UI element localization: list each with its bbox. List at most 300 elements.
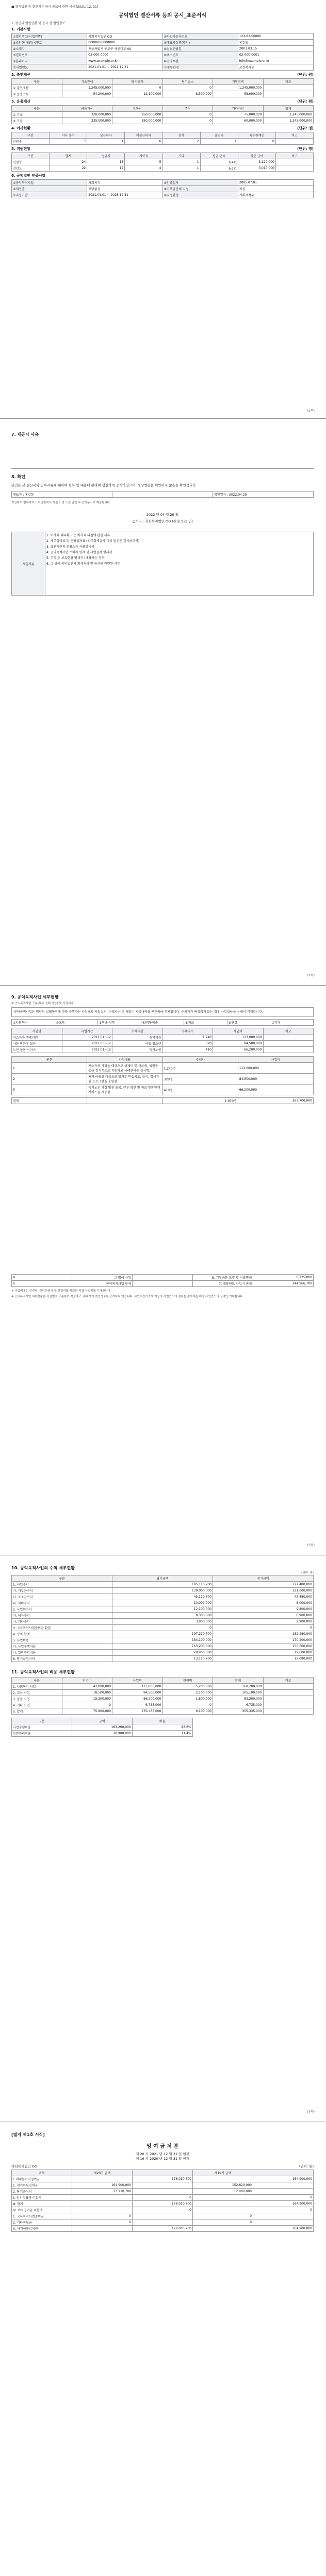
table-cell: 1. 고유목적사업준비금 <box>12 2213 72 2219</box>
table-row <box>12 40 314 46</box>
table-row <box>12 1275 314 1281</box>
part-9-note: ① 공익목적사업 구분(복수 선택 가능) 및 사업내용 <box>11 1002 74 1005</box>
table-cell: 3 <box>12 1084 87 1095</box>
column-header: 당기금액 <box>112 1575 213 1582</box>
column-header: 인건비 <box>62 1677 112 1684</box>
column-header: 부동산 <box>112 106 163 112</box>
table-cell: 410명 <box>162 1084 238 1095</box>
table-cell <box>263 85 314 91</box>
category-table <box>11 1019 314 1026</box>
table-cell: ⑩전자우편 <box>162 58 238 64</box>
page-number: (4쪽) <box>307 2110 315 2114</box>
table-cell <box>133 2213 193 2219</box>
table-cell: 저소득층 생계지원 <box>12 1035 62 1041</box>
table-cell: 서울특별시 종로구 세종대로 00 <box>87 46 162 52</box>
table-row <box>12 492 314 498</box>
table-cell: 113,000,000 <box>213 1035 264 1041</box>
table-cell: ④대표자성명(법인) <box>162 40 238 46</box>
column-header: 사업명 <box>12 1028 62 1035</box>
document-title: 공익법인 결산서류 등의 공시_표준서식 <box>118 13 206 19</box>
column-header: 특수관계인 <box>238 132 275 139</box>
table-cell: 172,480,000 <box>213 1582 314 1588</box>
column-header: 계약직 <box>125 153 162 159</box>
table-row <box>12 1656 314 1662</box>
table-cell: 그 밖에 사업 <box>72 1275 133 1281</box>
table-cell <box>87 1098 162 1104</box>
table-cell: 197,210,700 <box>112 1631 213 1637</box>
column-header: 수혜대상 <box>112 1028 163 1035</box>
part-11-title: 11. 공익목적사업의 비용 세부현황 <box>11 1670 75 1674</box>
column-header: 전기금액 <box>213 1575 314 1582</box>
part-8-title: 8. 확인 <box>11 474 25 479</box>
table-cell: 7. 해당연도 사업비 총계 <box>193 1281 253 1287</box>
table-cell <box>133 2219 193 2226</box>
part-9-footnote: ※ 사업비에는 인건비, 관리운영비 등 간접비를 제외한 직접 사업비를 기재합니다. <box>11 1290 111 1293</box>
table-cell: Ⅲ. 합계 <box>12 2201 72 2207</box>
table-cell: 저소득층 가정을 대상으로 생계비 및 식료품, 생필품 등을 정기적으로 지원하고 사례관리를 실시함. <box>87 1063 162 1074</box>
table-cell: 0 <box>62 1702 112 1708</box>
column-header: 비율 <box>132 1718 192 1724</box>
table-cell: 18,500,000 <box>62 1690 112 1696</box>
table-cell <box>133 1275 193 1281</box>
certification-table <box>11 179 314 198</box>
column-header: 비고 <box>263 1028 314 1035</box>
column-header: 합계 <box>50 153 87 159</box>
table-cell: 75,000,000 <box>213 112 264 118</box>
surplus-unit: (단위: 원) <box>299 2164 314 2168</box>
table-cell: ⑫주무관청 <box>162 64 238 71</box>
table-cell: 88.6% <box>132 1724 192 1731</box>
table-cell: 2001.03.15 <box>238 46 313 52</box>
column-header: 제19기 금액 <box>193 2170 253 2176</box>
operating-assets-table <box>11 105 314 124</box>
table-cell: 합계 <box>12 1098 87 1104</box>
table-cell: 2021.01.01 ~ 2021.12.31 <box>87 64 162 71</box>
table-cell <box>133 1281 193 1287</box>
table-cell: 0 <box>253 2207 314 2213</box>
table-cell: 0 <box>193 2219 253 2226</box>
table-cell: 1 <box>87 139 125 145</box>
program-detail-table <box>11 1056 314 1095</box>
table-header-row <box>12 1028 314 1035</box>
table-cell: 20,900,000 <box>72 1731 132 1737</box>
table-cell: 나. 보조금수익 <box>12 1594 112 1600</box>
table-cell: 182,280,000 <box>213 1631 314 1637</box>
table-row <box>12 1643 314 1650</box>
table-cell: 0 <box>72 2219 133 2226</box>
table-cell: 0 <box>162 112 213 118</box>
column-header: 비고 <box>275 132 313 139</box>
table-cell: ⑪사업연도 <box>12 64 87 71</box>
table-header-row <box>12 1677 314 1684</box>
table-header-row <box>12 153 314 159</box>
table-cell: 850,000,000 <box>112 112 163 118</box>
table-row <box>12 1708 314 1715</box>
table-cell: 130,000,000 <box>112 1588 213 1594</box>
table-cell: 105,100,000 <box>213 1690 264 1696</box>
date-line: 2022 년 04 월 29 일 <box>146 513 179 517</box>
directors-table <box>11 132 314 145</box>
table-row <box>12 1637 314 1643</box>
table-cell: 0 <box>162 1702 213 1708</box>
page-1 <box>0 0 326 417</box>
page-number: (1쪽) <box>307 409 315 413</box>
table-cell: 184,100,000 <box>112 1637 213 1643</box>
table-row <box>12 2207 314 2213</box>
table-cell: 000000-0000000 <box>87 40 162 46</box>
table-cell: 60,000,000 <box>213 118 264 124</box>
table-cell: 8,000,000 <box>213 1600 314 1606</box>
program-grid <box>11 1028 314 1053</box>
table-cell: Ⅳ. 이익잉여금 처분액 <box>12 2207 72 2213</box>
table-cell: 19,600,000 <box>213 1650 314 1656</box>
table-cell: 84,500,000 <box>213 1041 264 1047</box>
table-cell <box>263 1702 314 1708</box>
table-cell: 4 <box>125 165 162 172</box>
table-cell: 164,900,000 <box>253 2176 314 2182</box>
surplus-period-1: 제 20 기 2021 년 12 월 31 일 현재 <box>136 2152 189 2156</box>
table-row <box>12 2219 314 2226</box>
table-cell: 160,200,000 <box>213 1684 264 1690</box>
table-cell: 홍길동 <box>238 40 313 46</box>
table-cell: 1 <box>162 165 200 172</box>
table-cell: 지정 <box>238 186 313 192</box>
column-header: 구분 <box>12 132 50 139</box>
table-row <box>12 52 314 58</box>
table-cell: 152,820,000 <box>193 2182 253 2189</box>
attach-form-title: [별지 제1호 서식] <box>11 2132 45 2137</box>
table-cell: 123-82-00000 <box>238 33 313 40</box>
table-cell <box>133 2189 193 2195</box>
table-cell: 4 <box>12 1275 72 1281</box>
table-cell <box>263 1041 314 1047</box>
part-10-title: 10. 공익목적사업의 수익 세부현황 <box>11 1566 75 1570</box>
table-cell: 170,200,000 <box>213 1637 314 1643</box>
table-cell: 13,110,700 <box>72 2189 133 2195</box>
table-cell: 아동 방과후 교육 <box>12 1041 62 1047</box>
table-cell: ⑤의료 <box>184 1020 227 1026</box>
table-cell <box>263 1035 314 1041</box>
table-row <box>12 2176 314 2182</box>
page-5 <box>0 2125 326 2576</box>
table-row <box>12 1281 314 1287</box>
table-cell: 2,100,000 <box>162 1690 213 1696</box>
table-cell: ⑥지정관청 <box>162 192 238 198</box>
table-cell: 6 <box>12 1281 72 1287</box>
column-header: 기초잔액 <box>62 79 112 85</box>
column-header: 기타자산 <box>213 106 264 112</box>
surplus-company: 사회복지법인 OO <box>11 2164 37 2168</box>
column-header: 출연자 <box>200 132 238 139</box>
column-header: 상근이사 <box>87 132 125 139</box>
table-row <box>12 2189 314 2195</box>
table-row <box>12 1731 193 1737</box>
table-cell: Ⅱ. 임의적립금 이입액 <box>12 2195 72 2201</box>
table-cell <box>275 165 313 172</box>
part-9-title: 9. 공익목적사업 세부현황 <box>11 995 59 999</box>
table-cell: 3,800,000 <box>112 1619 213 1625</box>
table-cell <box>263 1047 314 1053</box>
confirm-text: 본인은 본 결산서와 첨부서류에 대하여 항목 및 내용에 관하여 성실하게 공시하였으며, 해당법령을 위반하지 않음을 확인합니다. <box>11 483 197 487</box>
table-row <box>12 85 314 91</box>
column-header: 비고 <box>263 1677 314 1684</box>
attachment-item: 4. 공익목적사업 수혜자 명세 및 사업실적 명세서 <box>46 551 112 554</box>
page-divider <box>0 985 326 986</box>
section-6-heading: 6. 공익법인 인증사항 <box>11 174 46 178</box>
confirm-note: 기입하여 첨부하여도 확인란에서 자필 서명 또는 날인 후 전자문서로 제출합니다. <box>11 501 111 504</box>
attachment-item: 3. 출연재산의 운용소득 사용명세서 <box>46 545 94 549</box>
table-cell: 6 <box>125 139 162 145</box>
table-header-row <box>12 132 314 139</box>
table-cell: 121,000,000 <box>213 1588 314 1594</box>
column-header: 사업비 <box>238 1057 313 1063</box>
table-cell: 178,010,700 <box>133 2201 193 2207</box>
table-cell: 1,240명 <box>162 1063 238 1074</box>
table-cell: 24 <box>50 159 87 165</box>
table-cell: 9,800,000 <box>213 1606 314 1613</box>
table-cell: 1. 전기이월잉여금 <box>12 2182 72 2189</box>
table-header-row <box>12 79 314 85</box>
part-9-paragraph: 공익목적사업은 법인의 설립목적에 따라 수행하는 사업으로 사업실적, 수혜자수 및 사업비 지출내역을 구분하여 기재합니다. 수혜자가 특정되지 않는 경우 사업내용을 상세히 기재합니다. <box>11 1007 314 1017</box>
table-cell: 1,245,000,000 <box>263 118 314 124</box>
table-cell: ③학술·장학 <box>98 1020 141 1026</box>
table-cell: 113,000,000 <box>238 1063 313 1074</box>
table-header-row <box>12 1057 314 1063</box>
table-cell: 인원수 <box>12 139 50 145</box>
table-cell: 1 <box>162 159 200 165</box>
table-cell: 0 <box>72 2213 133 2219</box>
column-header: 구분 <box>12 106 62 112</box>
table-row <box>12 139 314 145</box>
column-header: 주식 <box>162 106 213 112</box>
table-row <box>12 1588 314 1594</box>
table-cell: 전년도 <box>12 165 50 172</box>
page-divider <box>0 418 326 419</box>
table-cell: 사업수행비용 <box>12 1724 72 1731</box>
column-header: 수혜자 <box>162 1057 238 1063</box>
table-cell: 410 <box>162 1047 213 1053</box>
table-row <box>12 1084 314 1095</box>
table-cell: 164,900,000 <box>253 2201 314 2207</box>
table-cell: 나. 일반관리비용 <box>12 1650 112 1656</box>
top-note: ■ 공익법인 등 결산서류 공시 공표에 관한 서식 [2021. 12. 31] <box>11 5 99 9</box>
table-cell <box>193 2195 253 2201</box>
table-cell: 확인일자 : 2022.04.29 <box>213 492 314 498</box>
table-row <box>12 2195 314 2201</box>
page-2 <box>0 421 326 983</box>
column-header: 구분 <box>12 1718 72 1724</box>
table-cell: 3. 돌봄 사업 <box>12 1696 62 1702</box>
table-cell: 2. 기타적립금 <box>12 2219 72 2226</box>
table-row <box>12 1047 314 1053</box>
table-cell: 178,010,700 <box>133 2176 193 2182</box>
column-header: 당기증가 <box>112 79 163 85</box>
table-row <box>12 159 314 165</box>
table-cell: 164,900,000 <box>72 2182 133 2189</box>
table-cell: 독거노인 <box>112 1047 163 1053</box>
table-row <box>12 1020 314 1026</box>
table-cell: 5,200,000 <box>162 1684 213 1690</box>
table-cell <box>72 2226 133 2232</box>
table-cell: www.example.or.kr <box>87 58 162 64</box>
table-cell: ②인증일자 <box>162 180 238 186</box>
table-cell <box>263 1684 314 1690</box>
attachment-item: 6. 그 밖에 공익법인의 회계처리 및 공시에 관련된 서류 <box>46 562 120 566</box>
column-header: 평균 급여 <box>238 153 275 159</box>
table-cell: 6.4년 <box>200 159 238 165</box>
column-header: 합계 <box>213 1677 264 1684</box>
table-cell: ⑥환경 <box>227 1020 270 1026</box>
table-cell: Ⅴ. 차기이월잉여금 <box>12 2226 72 2232</box>
table-row <box>12 1619 314 1625</box>
table-cell: 850,000,000 <box>112 118 163 124</box>
table-row <box>12 118 314 124</box>
table-cell: 0 <box>133 2207 193 2213</box>
table-cell <box>253 2182 314 2189</box>
table-row <box>12 165 314 172</box>
signer-line: 공시자 : 사회복지법인 OO (서명 또는 인) <box>132 519 193 523</box>
table-cell: 1,800,000 <box>162 1696 213 1702</box>
section-1-heading: 1. 기본사항 <box>11 27 31 31</box>
table-cell: 5. 기부금품 모집 및 지출명세 <box>193 1275 253 1281</box>
table-row <box>12 1613 314 1619</box>
table-cell: ① 출연재산 <box>12 85 62 91</box>
attachment-item: 2. 재무상태표 및 운영성과표 (외부회계감사 대상 법인은 감사보고서) <box>46 539 140 543</box>
table-cell: 22 <box>50 165 87 172</box>
column-header <box>253 2170 314 2176</box>
table-cell: 사회복지법인 OO <box>87 33 162 40</box>
table-cell: 164,900,000 <box>253 2226 314 2232</box>
table-cell: ①공익목적사업 <box>12 180 87 186</box>
table-cell <box>263 1690 314 1696</box>
table-cell <box>253 2189 314 2195</box>
table-cell: 해당없음 <box>87 186 162 192</box>
table-cell: 10,000,000 <box>112 1600 213 1606</box>
table-cell: 58,000,000 <box>213 91 264 97</box>
table-cell: 2005.07.01 <box>238 180 313 186</box>
table-row <box>12 1606 314 1613</box>
column-header: 비고 <box>263 79 314 85</box>
part-7-body <box>11 437 314 469</box>
expense-ratio-table <box>11 1718 193 1737</box>
table-cell <box>263 1708 314 1715</box>
table-row <box>12 1041 314 1047</box>
table-cell: 320,000,000 <box>62 112 112 118</box>
column-header: 구분 <box>12 79 62 85</box>
table-cell: ⑥설립연월일 <box>162 46 238 52</box>
table-cell: 8,300,000 <box>162 91 213 97</box>
table-cell <box>193 2201 253 2207</box>
table-cell: 독거노인 가정 방문 돌봄, 안부 확인 및 의료기관 연계 서비스를 제공함. <box>87 1084 162 1095</box>
attachment-item: 5. 주식 등 보유현황 명세서 (해당하는 경우) <box>46 556 106 560</box>
table-cell: 4. 수익 합계 <box>12 1631 112 1637</box>
table-cell: 1,240 <box>162 1035 213 1041</box>
column-header: 합계 <box>263 106 314 112</box>
table-row <box>12 1582 314 1588</box>
table-cell: ⑧팩스번호 <box>162 52 238 58</box>
column-header: 사업비 <box>213 1028 264 1035</box>
table-cell: 0 <box>162 118 213 124</box>
table-cell: 84,500,000 <box>112 1690 163 1696</box>
table-row <box>12 186 314 192</box>
table-cell: 20,900,000 <box>112 1650 213 1656</box>
table-cell: 가. 기부금수익 <box>12 1588 112 1594</box>
column-header: 과목 <box>12 2170 72 2176</box>
table-cell: 244,966,700 <box>253 1281 314 1287</box>
page-4 <box>0 1558 326 2120</box>
table-cell: 2,900,000 <box>213 1619 314 1625</box>
table-cell: 취약계층 <box>112 1035 163 1041</box>
table-cell: 13,110,700 <box>112 1656 213 1662</box>
table-cell: 1. 사회복지 사업 <box>12 1684 62 1690</box>
table-cell: 66,200,000 <box>238 1084 313 1095</box>
table-cell <box>72 2207 133 2213</box>
table-cell: 2021.01~12 <box>62 1035 112 1041</box>
table-cell: 1 <box>12 1063 87 1074</box>
part-10-unit: (단위: 원) <box>301 1571 314 1574</box>
column-header: 이사 총수 <box>50 132 87 139</box>
table-row <box>12 1690 314 1696</box>
table-row <box>12 2213 314 2219</box>
section-5-heading: 5. 직원현황 (단위: 명) <box>11 147 314 151</box>
table-cell: 3. 고유목적사업준비금 환입 <box>12 1625 112 1631</box>
table-cell: 320명 <box>162 1074 238 1084</box>
table-cell: ②교육 <box>55 1020 98 1026</box>
table-row <box>12 2182 314 2189</box>
table-cell: 12,080,000 <box>213 1656 314 1662</box>
table-cell: 02-000-0001 <box>238 52 313 58</box>
table-cell: 66,200,000 <box>112 1696 163 1702</box>
table-cell: 6,900,000 <box>213 1613 314 1619</box>
table-cell: 163,200,000 <box>72 1724 132 1731</box>
table-cell: 0 <box>112 85 163 91</box>
column-header: 수혜자수 <box>162 1028 213 1035</box>
table-cell: ②사업자등록번호 <box>162 33 238 40</box>
table-cell: 185,110,700 <box>112 1582 213 1588</box>
table-cell <box>253 2219 314 2226</box>
table-cell: 1,245,000,000 <box>263 112 314 118</box>
table-cell: 5. 사업비용 <box>12 1637 112 1643</box>
table-cell: 43,480,000 <box>213 1594 314 1600</box>
table-row <box>12 192 314 198</box>
table-cell: 17 <box>87 165 125 172</box>
table-row <box>12 46 314 52</box>
table-cell: 0 <box>162 85 213 91</box>
table-cell: 다. 회비수익 <box>12 1600 112 1606</box>
section-2-heading: 2. 출연재산 (단위: 원) <box>11 73 314 77</box>
table-cell: 178,010,700 <box>133 2226 193 2232</box>
table-cell: 355,335,000 <box>213 1708 264 1715</box>
table-cell: 3,120,000 <box>238 159 275 165</box>
table-cell: 2 <box>12 1074 87 1084</box>
table-row <box>12 91 314 97</box>
table-cell: 인원수 <box>12 159 50 165</box>
table-cell: 12,100,000 <box>112 91 163 97</box>
table-row <box>12 64 314 71</box>
table-cell: 사회복지 <box>87 180 162 186</box>
revenue-table <box>11 1575 314 1662</box>
column-header: 감사 <box>162 132 200 139</box>
table-cell <box>193 2176 253 2182</box>
subtitle: 1. 법인의 일반현황 및 공시 전 법인정보 <box>11 22 66 25</box>
table-cell <box>275 139 313 145</box>
attach-label: 제출서류 <box>12 532 45 596</box>
table-cell: 1 <box>200 139 238 145</box>
table-cell: ② 기말 <box>12 118 62 124</box>
column-header: 구분 <box>12 1575 112 1582</box>
table-cell <box>193 2226 253 2232</box>
table-cell: 83,300,000 <box>213 1696 264 1702</box>
